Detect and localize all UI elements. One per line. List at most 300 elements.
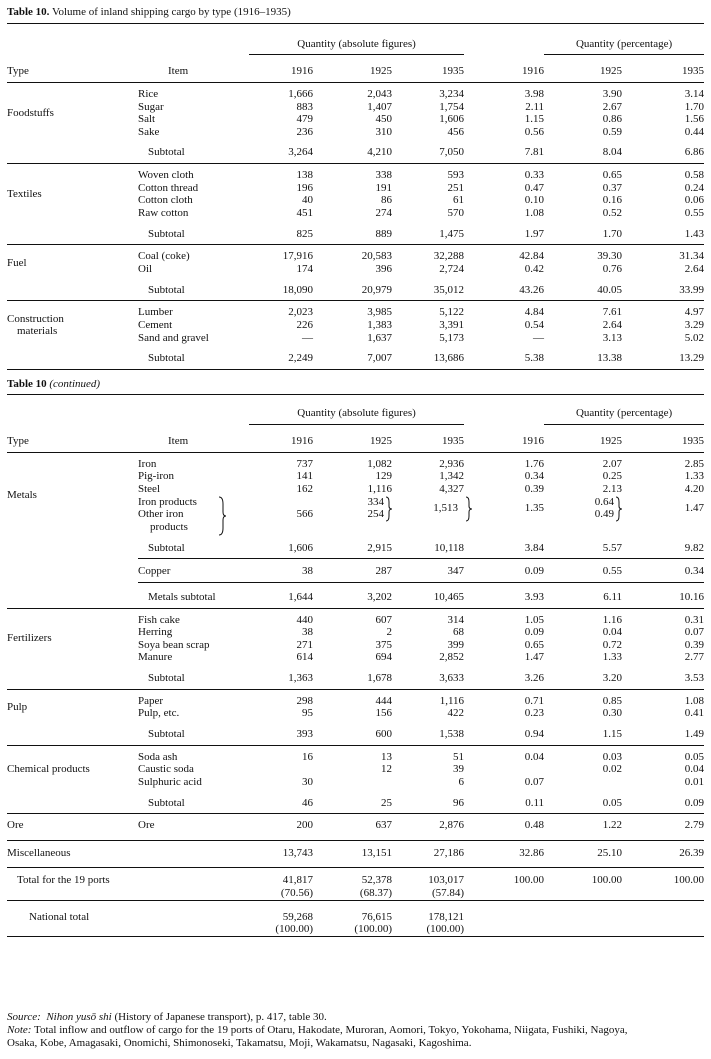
percentage-value <box>622 496 704 534</box>
column-header-year: 1935 <box>442 65 465 78</box>
spacer-cell <box>7 664 138 689</box>
absolute-value: 1,082 <box>367 457 392 470</box>
percentage-value: 0.04 <box>524 750 545 763</box>
percentage-value: 0.24 <box>684 181 705 194</box>
percentage-value: 0.34 <box>684 565 705 578</box>
type-label: materials <box>17 325 58 338</box>
absolute-value: 396 <box>375 262 392 275</box>
absolute-value: 59,268 <box>282 910 313 923</box>
percentage-value: 2.77 <box>684 651 705 664</box>
table-row <box>7 751 704 764</box>
item-name: Ore <box>138 819 155 832</box>
absolute-value: 570 <box>447 207 465 220</box>
column-header-year: 1916 <box>522 434 545 447</box>
item-name: Rice <box>138 87 159 100</box>
percentage-value: 0.65 <box>524 638 545 651</box>
subtotal-label: Subtotal <box>148 352 185 365</box>
percentage-value: 10.16 <box>679 590 705 603</box>
absolute-value: 39 <box>453 763 465 776</box>
absolute-value: 2,249 <box>288 352 313 365</box>
absolute-value: 456 <box>447 125 465 138</box>
percentage-value: 2.13 <box>602 483 623 496</box>
absolute-value: 3,202 <box>367 590 392 603</box>
absolute-value: 614 <box>296 651 313 664</box>
table-row <box>7 250 704 263</box>
absolute-value: 129 <box>375 470 392 483</box>
absolute-value: 10,465 <box>433 590 465 603</box>
absolute-value: 162 <box>296 483 313 496</box>
percentage-value: 0.42 <box>524 262 545 275</box>
subtotal-label: Subtotal <box>148 227 185 240</box>
item-name: Sake <box>138 125 160 138</box>
absolute-value: 1,754 <box>439 100 465 113</box>
total-share-row <box>7 887 704 900</box>
absolute-value: 13 <box>381 750 392 763</box>
type-label: Foodstuffs <box>7 106 54 119</box>
table-row <box>7 819 704 840</box>
percentage-value: 5.57 <box>602 541 623 554</box>
share-value: (57.84) <box>431 887 465 900</box>
percentage-value: 0.76 <box>602 262 623 275</box>
absolute-value: 889 <box>375 227 392 240</box>
percentage-value: 0.10 <box>524 194 545 207</box>
absolute-value: 32,288 <box>433 250 465 263</box>
row-type-label <box>7 695 138 720</box>
percentage-value: 1.43 <box>684 227 705 240</box>
spacer-cell <box>7 900 704 911</box>
percentage-value: 0.16 <box>602 194 623 207</box>
row-type-label <box>7 614 138 665</box>
subtotal-row <box>7 276 704 301</box>
item-name: Cement <box>138 318 173 331</box>
spacer-cell <box>7 887 249 900</box>
document-page <box>7 4 704 937</box>
spacer-cell <box>7 582 138 608</box>
group-header-percentage: Quantity (percentage) <box>544 395 704 425</box>
percentage-value: 2.67 <box>602 100 623 113</box>
absolute-value: 298 <box>296 694 313 707</box>
percentage-value: 1.47 <box>524 651 545 664</box>
absolute-value: 1,644 <box>288 590 313 603</box>
absolute-value: 2,936 <box>439 457 465 470</box>
percentage-value: 1.05 <box>524 613 545 626</box>
absolute-value: 2,043 <box>367 87 392 100</box>
absolute-value: 200 <box>296 819 313 832</box>
item-name: Pig-iron <box>138 470 175 483</box>
percentage-value: 1.47 <box>684 501 705 514</box>
type-label: Textiles <box>7 188 42 201</box>
table-footnotes <box>7 1011 704 1050</box>
absolute-value: 314 <box>447 613 465 626</box>
absolute-value: 271 <box>296 638 313 651</box>
cargo-table-part-1 <box>7 23 704 370</box>
percentage-value: 33.99 <box>679 283 705 296</box>
source-note: Source: Nihon yusō shi (History of Japanese transport), p. 417, table 30. <box>7 1011 327 1023</box>
item-name: Iron products <box>138 495 197 508</box>
absolute-value: 6 <box>458 775 465 788</box>
absolute-value: 4,210 <box>367 146 392 159</box>
percentage-value: 0.37 <box>602 181 623 194</box>
percentage-value: 0.58 <box>684 169 705 182</box>
table-row <box>7 695 704 708</box>
absolute-value: 274 <box>375 207 392 220</box>
percentage-value: 7.61 <box>602 306 623 319</box>
item-name: Paper <box>138 694 164 707</box>
spacer-cell <box>464 911 544 924</box>
percentage-value: 1.22 <box>602 819 623 832</box>
spacer-cell <box>7 344 138 369</box>
table-row <box>7 306 704 319</box>
spacer-cell <box>622 923 704 936</box>
percentage-value: 0.72 <box>602 638 623 651</box>
percentage-value: 3.53 <box>684 672 705 685</box>
absolute-value: 1,116 <box>439 694 465 707</box>
spacer-cell <box>7 565 138 578</box>
percentage-value: 0.86 <box>602 113 623 126</box>
absolute-value: 1,383 <box>367 318 392 331</box>
percentage-value: 0.23 <box>524 707 545 720</box>
total-label: National total <box>29 910 90 923</box>
percentage-value: 2.79 <box>684 819 705 832</box>
absolute-value: 287 <box>375 565 392 578</box>
percentage-value: 0.25 <box>602 470 623 483</box>
subtotal-row <box>7 720 704 745</box>
percentage-value: 0.39 <box>684 638 705 651</box>
percentage-value: 0.09 <box>684 796 705 809</box>
percentage-value: 1.15 <box>602 727 623 740</box>
item-name: Copper <box>138 565 171 578</box>
percentage-value: 40.05 <box>597 283 623 296</box>
item-name: Lumber <box>138 306 173 319</box>
percentage-value: 0.07 <box>684 626 705 639</box>
percentage-value: 6.11 <box>603 590 623 603</box>
absolute-value: 2,023 <box>288 306 313 319</box>
percentage-value: 1.97 <box>524 227 545 240</box>
item-name: Iron <box>138 457 157 470</box>
percentage-value: 1.08 <box>524 207 545 220</box>
percentage-value: 3.90 <box>602 87 623 100</box>
absolute-value: 3,264 <box>288 146 313 159</box>
column-header-year: 1916 <box>291 65 313 78</box>
percentage-value: 0.07 <box>524 775 545 788</box>
spacer-cell <box>7 276 138 301</box>
absolute-value: 51 <box>453 750 465 763</box>
percentage-value: 0.55 <box>684 207 705 220</box>
absolute-value: 38 <box>302 626 313 639</box>
table-row <box>7 565 704 578</box>
percentage-value: 1.76 <box>524 457 545 470</box>
type-label: Pulp <box>7 701 28 714</box>
table-caption <box>7 6 704 19</box>
group-header-absolute: Quantity (absolute figures) <box>249 23 464 55</box>
absolute-value: 1,363 <box>288 672 313 685</box>
brace-icon <box>218 496 226 536</box>
absolute-value: 5,122 <box>439 306 465 319</box>
column-header-type: Type <box>7 64 29 77</box>
share-value: (70.56) <box>280 887 313 900</box>
percentage-value: 13.38 <box>597 352 623 365</box>
absolute-value: 30 <box>302 775 313 788</box>
percentage-value: 100.00 <box>673 874 705 887</box>
percentage-value: 100.00 <box>513 874 545 887</box>
absolute-value: 440 <box>296 613 313 626</box>
percentage-value: 4.20 <box>684 483 705 496</box>
percentage-value: 2.64 <box>602 318 623 331</box>
absolute-value-pair <box>313 496 392 534</box>
subtotal-row <box>7 582 704 608</box>
column-header-year: 1925 <box>370 435 392 448</box>
absolute-value <box>249 763 313 776</box>
absolute-value: 25 <box>381 796 392 809</box>
percentage-value: 6.86 <box>684 146 705 159</box>
row-type-label <box>7 306 138 344</box>
absolute-value: 1,637 <box>367 331 392 344</box>
percentage-value: 26.39 <box>679 846 705 859</box>
absolute-value: 52,378 <box>361 874 392 887</box>
percentage-value: 0.47 <box>524 181 545 194</box>
table-row <box>7 847 704 868</box>
absolute-value: 13,686 <box>433 352 465 365</box>
item-name: Herring <box>138 626 173 639</box>
absolute-value: 86 <box>381 194 392 207</box>
item-name: Raw cotton <box>138 207 189 220</box>
absolute-value: 254 <box>367 508 384 521</box>
absolute-value: 399 <box>447 638 465 651</box>
share-value: (100.00) <box>426 923 465 936</box>
type-label: Miscellaneous <box>7 846 71 859</box>
percentage-value: 0.59 <box>602 125 623 138</box>
national-total-row <box>7 911 704 924</box>
item-name: Manure <box>138 651 173 664</box>
absolute-value: 310 <box>375 125 392 138</box>
type-label: Construction <box>7 312 64 325</box>
absolute-value: 1,606 <box>439 113 465 126</box>
table-row <box>7 458 704 471</box>
column-header-year: 1935 <box>682 65 705 78</box>
absolute-value: 637 <box>375 819 392 832</box>
share-value: (100.00) <box>275 923 313 936</box>
subtotal-row <box>7 664 704 689</box>
absolute-value: 1,678 <box>367 672 392 685</box>
spacer-cell <box>544 911 622 924</box>
percentage-value: 1.49 <box>684 727 705 740</box>
absolute-value: 451 <box>296 207 313 220</box>
brace-icon <box>466 496 472 522</box>
absolute-value: 1,666 <box>288 87 313 100</box>
percentage-value: 0.06 <box>684 194 705 207</box>
subtotal-label: Subtotal <box>148 727 185 740</box>
group-header-absolute: Quantity (absolute figures) <box>249 395 464 425</box>
absolute-value: 5,173 <box>439 331 465 344</box>
absolute-value: 226 <box>296 318 313 331</box>
percentage-value: 1.70 <box>684 100 705 113</box>
absolute-value: 479 <box>296 113 313 126</box>
absolute-value: 76,615 <box>361 910 392 923</box>
spacer-cell <box>622 911 704 924</box>
absolute-value: 156 <box>375 707 392 720</box>
percentage-value-pair <box>544 496 622 534</box>
spacer-cell <box>7 534 138 559</box>
table-label: Table 10 <box>7 377 47 390</box>
table-label: Table 10. <box>7 6 50 18</box>
absolute-value: 2 <box>386 626 392 639</box>
percentage-value: 3.14 <box>684 87 705 100</box>
absolute-value: 566 <box>296 508 313 521</box>
absolute-value: 16 <box>302 750 313 763</box>
percentage-value: 0.49 <box>594 508 615 521</box>
item-name: Steel <box>138 483 160 496</box>
absolute-value: 883 <box>296 100 313 113</box>
national-share-row <box>7 923 704 936</box>
subtotal-row <box>7 220 704 245</box>
percentage-value: 2.64 <box>684 262 705 275</box>
percentage-value: 1.70 <box>602 227 623 240</box>
absolute-value: 1,407 <box>367 100 392 113</box>
absolute-value: 178,121 <box>428 910 465 923</box>
percentage-value: 13.29 <box>679 352 705 365</box>
percentage-value: 4.97 <box>684 306 705 319</box>
percentage-value: 2.85 <box>684 457 705 470</box>
percentage-value: 7.81 <box>524 146 545 159</box>
column-header-year: 1935 <box>682 435 705 448</box>
absolute-value: 13,151 <box>361 846 392 859</box>
absolute-value: 1,538 <box>439 727 465 740</box>
spacer-cell <box>464 923 544 936</box>
absolute-value: 38 <box>302 565 313 578</box>
percentage-value <box>464 496 544 534</box>
percentage-value: 1.16 <box>602 613 623 626</box>
percentage-value: 3.29 <box>684 318 705 331</box>
share-value: (100.00) <box>354 923 392 936</box>
subtotal-row <box>7 138 704 163</box>
percentage-value: 0.64 <box>594 495 615 508</box>
absolute-value: 737 <box>296 457 313 470</box>
item-name: Sand and gravel <box>138 331 209 344</box>
item-name: Coal (coke) <box>138 250 190 263</box>
absolute-value: 347 <box>447 565 465 578</box>
subtotal-row <box>7 344 704 369</box>
absolute-value: 450 <box>375 113 392 126</box>
absolute-value: 7,050 <box>439 146 465 159</box>
column-header-year: 1916 <box>522 64 545 77</box>
percentage-value <box>464 763 544 776</box>
spacer-cell <box>7 923 249 936</box>
absolute-value: 7,007 <box>367 352 392 365</box>
percentage-value: 1.33 <box>602 651 623 664</box>
percentage-value: 31.34 <box>679 250 705 263</box>
total-label: Total for the 19 ports <box>17 874 110 887</box>
absolute-value: 2,724 <box>439 262 465 275</box>
percentage-value: 39.30 <box>597 250 623 263</box>
absolute-value: 103,017 <box>428 874 465 887</box>
absolute-value: 422 <box>447 707 465 720</box>
item-name: products <box>150 520 188 533</box>
absolute-value: 1,606 <box>288 541 313 554</box>
percentage-value: 0.05 <box>684 750 705 763</box>
general-note-continued: Osaka, Kobe, Amagasaki, Onomichi, Shimonoseki, Takamatsu, Moji, Wakamatsu, Nagasaki, Kagoshima. <box>7 1036 472 1049</box>
type-label: Fuel <box>7 256 27 269</box>
type-label: Chemical products <box>7 763 90 776</box>
column-header-year: 1925 <box>370 65 392 78</box>
percentage-value: 2.07 <box>602 457 623 470</box>
spacer-cell <box>7 789 138 814</box>
percentage-value: 0.09 <box>524 626 545 639</box>
type-label: Fertilizers <box>7 632 52 645</box>
brace-icon <box>616 496 622 522</box>
percentage-value: 0.48 <box>524 819 545 832</box>
percentage-value: 1.33 <box>684 470 705 483</box>
absolute-value: 27,186 <box>433 846 465 859</box>
absolute-value: 20,979 <box>361 283 392 296</box>
percentage-value: 0.05 <box>602 796 623 809</box>
column-header-year: 1925 <box>600 435 623 448</box>
percentage-value: 0.55 <box>602 565 623 578</box>
absolute-value: 3,391 <box>439 318 465 331</box>
percentage-value: 0.54 <box>524 318 545 331</box>
absolute-value: 3,633 <box>439 672 465 685</box>
subtotal-label: Subtotal <box>148 541 185 554</box>
item-name: Fish cake <box>138 613 180 626</box>
absolute-value: 1,475 <box>439 227 465 240</box>
total-row <box>7 874 704 887</box>
absolute-value: 12 <box>381 763 392 776</box>
percentage-value: 3.84 <box>524 541 545 554</box>
percentage-value: 5.38 <box>524 352 545 365</box>
table-title: Volume of inland shipping cargo by type (1916–1935) <box>51 6 291 18</box>
absolute-value: 375 <box>375 638 392 651</box>
item-name: Woven cloth <box>138 169 194 182</box>
absolute-value: 68 <box>453 626 465 639</box>
absolute-value: 1,116 <box>367 483 392 496</box>
item-name: Cotton cloth <box>138 194 193 207</box>
type-label: Metals <box>7 489 37 502</box>
absolute-value: 334 <box>367 495 384 508</box>
absolute-value: 96 <box>453 796 465 809</box>
percentage-value: — <box>533 331 545 344</box>
absolute-value: 41,817 <box>282 874 313 887</box>
item-name: Sulphuric acid <box>138 775 202 788</box>
item-name: Soya bean scrap <box>138 638 210 651</box>
subtotal-row <box>7 789 704 814</box>
group-header-percentage: Quantity (percentage) <box>544 23 704 55</box>
percentage-value: 0.30 <box>602 707 623 720</box>
absolute-value: 20,583 <box>361 250 392 263</box>
percentage-value: 0.01 <box>684 775 705 788</box>
absolute-value: 191 <box>375 181 392 194</box>
subtotal-label: Subtotal <box>148 672 185 685</box>
absolute-value: 17,916 <box>282 250 313 263</box>
percentage-value: 1.35 <box>524 501 545 514</box>
subtotal-label: Subtotal <box>148 283 185 296</box>
absolute-value: 593 <box>447 169 465 182</box>
absolute-value: 393 <box>296 727 313 740</box>
table-row <box>7 88 704 101</box>
percentage-value: 2.11 <box>525 100 545 113</box>
percentage-value: 42.84 <box>519 250 545 263</box>
absolute-value: 825 <box>296 227 313 240</box>
cargo-table-part-2 <box>7 394 704 937</box>
percentage-value: 3.26 <box>524 672 545 685</box>
percentage-value: 0.56 <box>524 125 545 138</box>
percentage-value: 0.33 <box>524 169 545 182</box>
percentage-value: 8.04 <box>602 146 623 159</box>
percentage-value: 1.15 <box>524 113 545 126</box>
absolute-value: 40 <box>302 194 313 207</box>
absolute-value: 2,915 <box>367 541 392 554</box>
absolute-value <box>313 776 392 789</box>
absolute-value: 2,852 <box>439 651 465 664</box>
share-value: (68.37) <box>359 887 392 900</box>
